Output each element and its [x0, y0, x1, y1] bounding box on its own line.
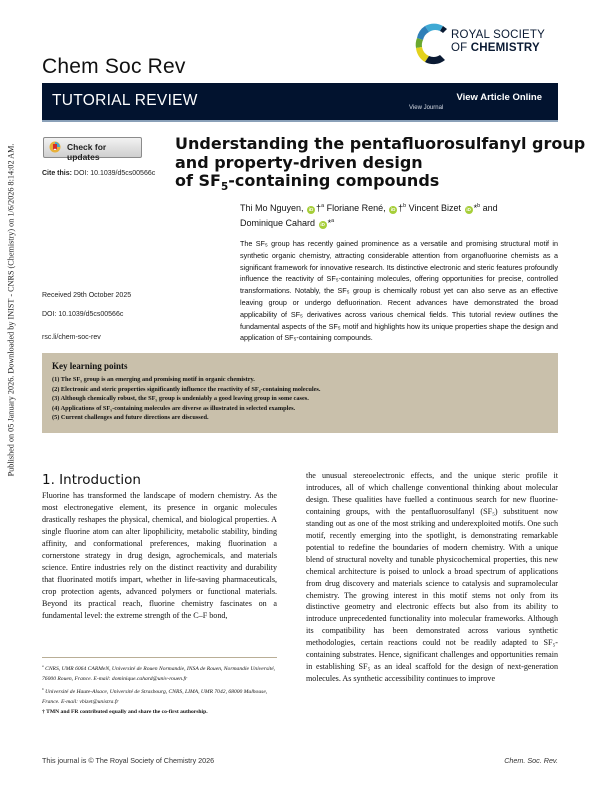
cite-label: Cite this: [42, 170, 72, 177]
check-for-updates-button[interactable] [43, 137, 142, 162]
article-type-banner [42, 83, 558, 122]
key-learning-points-box [42, 353, 558, 433]
rsc-logo[interactable] [413, 20, 563, 70]
orcid-icon[interactable]: iD [308, 207, 314, 212]
affiliation-mark: b [477, 203, 481, 209]
side-note-text: Published on 05 January 2026. Downloaded by INIST - CNRS (Chemistry) on 1/6/2026 8:14:02 AM. [6, 143, 16, 477]
received-date: Received 29th October 2025 [42, 292, 132, 299]
author[interactable]: Floriane René, [326, 203, 386, 213]
author-mark: * [327, 218, 332, 228]
title-line-3-pre: of SF [175, 171, 221, 190]
cite-this [42, 170, 155, 177]
author[interactable]: Vincent Bizet [408, 203, 462, 213]
affiliation-mark: b [403, 203, 407, 209]
check-for-updates-label: Check for updates [67, 142, 107, 162]
footnote-b-text: Université de Haute-Alsace, Université de Strasbourg, CNRS, LIMA, UMR 7042, 68000 Mulhouse, France. E-mail: vbizet@unistra.fr [42, 688, 268, 705]
article-type: TUTORIAL REVIEW [52, 92, 198, 109]
intro-left-column: Fluorine has transformed the landscape of modern chemistry. As the most electronegative element, its presence in organic molecules drastically reshapes the physical, chemical, and biological properties. A single fluorine atom can alter lipophilicity, metabolic stability, binding affinity, and conformational preferences, making fluorination a cornerstone strategy in drug design, agrochemicals, and materials science. Entire industries rely on the distinct reactivity and durability that fluorinated motifs impart, whether in life-saving pharmaceuticals, crop protection agents, advanced polymers or functional materials. Beyond its practical reach, fluorine chemistry fascinates on a fundamental level: the extreme strength of the C–F bond, [42, 491, 277, 620]
section-heading-introduction: 1. Introduction [42, 472, 141, 488]
affiliation-mark: a [331, 218, 335, 224]
orcid-icon[interactable]: iD [466, 207, 471, 212]
footnote-a [42, 661, 282, 684]
download-side-note [4, 100, 18, 520]
footnote-dagger: † TMN and FR contributed equally and share the co-first authorship. [42, 708, 208, 715]
title-line-3 [175, 172, 585, 197]
footer-journal: Chem. Soc. Rev. [504, 756, 558, 765]
article-title [175, 135, 585, 197]
intro-right-column: the unusual stereoelectronic effects, and the unique steric profile it introduces, all of which challenge conventional thinking about molecular design. These qualities have fuelled a continuous search for new fluorine-containing groups, with the pentafluorosulfanyl (SF₅) substituent now standing out as one of the most striking and underexploited motifs. One such motif, recently emerging into the spotlight, is demonstrating remarkable potential to redefine the boundaries of modern chemistry. With a unique blend of structural novelty and tunable physicochemical properties, this new chemical architecture is poised to unlock a broad spectrum of applications from drug discovery and materials science to catalysis and supramolecular chemistry. The growing interest in this motif stems not only from its distinctive geometry and electronic effects but also from its ability to introduce unprecedented functionality into molecular frameworks. Although its compatibility has been demonstrated across various synthetic methodologies, certain reactions could not be readily adapted to SF₅-containing substrates. Hence, significant challenges and opportunities remain in establishing SF₅ as an ideal scaffold for the design of next-generation molecules. As synthetic accessibility continues to improve [306, 471, 558, 684]
affiliation-mark: a [321, 203, 325, 209]
rsc-wordmark [451, 29, 545, 55]
footnote-divider [42, 657, 277, 658]
rsc-line2 [451, 42, 545, 55]
view-article-online-link[interactable]: View Article Online [456, 92, 542, 103]
footnotes [42, 661, 282, 717]
footnote-a-text: CNRS, UMR 6064 CARMeN, Université de Rouen Normandie, INSA de Rouen, Normandie Université, 76000 Rouen, France. E-mail: dominique.cahard@univ-rouen.fr [42, 665, 276, 682]
abstract: The SF₅ group has recently gained prominence as a versatile and promising structural motif in synthetic organic chemistry, attracting considerable attention from organofluorine chemists as a significant framework for innovative research. Its distinctive electronic and steric features profoundly influence the reactivity of SF₅-containing molecules, offering opportunities for precise, controlled transformations. Notably, the SF₅ group is chemically robust yet can also serve as an effective leaving group or undergo defluorination. Recent advances have demonstrated the broad applicability of SF₅ derivatives across various chemical fields. This tutorial review outlines the fundamental aspects of the SF₅ motif and highlights how its unique properties shape the design and application of SF₅-containing compounds. [240, 239, 558, 343]
key-learning-points-list [52, 375, 320, 423]
author[interactable]: Dominique Cahard [240, 218, 316, 228]
journal-title: Chem Soc Rev [42, 55, 186, 78]
key-learning-points-title: Key learning points [52, 361, 128, 371]
author-mark: * [473, 203, 478, 213]
rsc-line2-prefix: OF [451, 42, 471, 54]
orcid-icon[interactable]: iD [320, 222, 325, 227]
title-line-1: Understanding the pentafluorosulfanyl group [175, 134, 586, 153]
learning-point: (4) Applications of SF₅-containing molecules are diverse as illustrated in selected examples. [52, 404, 296, 412]
learning-point: (3) Although chemically robust, the SF₅ group is undeniably a good leaving group in some cases. [52, 395, 309, 403]
learning-point: (2) Electronic and steric properties significantly influence the reactivity of SF₅-containing molecules. [52, 385, 321, 393]
rsc-c-logo-icon [413, 20, 449, 68]
footnote-a-mark: a [42, 664, 44, 668]
learning-point: (1) The SF₅ group is an emerging and promising motif in organic chemistry. [52, 376, 255, 383]
crossmark-icon [49, 141, 61, 153]
journal-url[interactable]: rsc.li/chem-soc-rev [42, 334, 101, 341]
author-mark: † [316, 203, 322, 213]
authors-and: and [482, 203, 498, 213]
rsc-line1: ROYAL SOCIETY [451, 29, 545, 41]
footer-copyright: This journal is © The Royal Society of Chemistry 2026 [42, 756, 215, 765]
learning-point: (5) Current challenges and future directions are discussed. [52, 414, 209, 422]
footnote-b-mark: b [42, 686, 44, 691]
title-line-2: and property-driven design [175, 152, 423, 172]
author-list [240, 200, 498, 230]
article-meta [42, 286, 131, 347]
meta-doi[interactable]: DOI: 10.1039/d5cs00566c [42, 311, 124, 318]
orcid-icon[interactable]: iD [390, 207, 396, 212]
view-journal-link[interactable]: View Journal [409, 105, 444, 111]
title-line-3-post: -containing compounds [228, 171, 440, 190]
author[interactable]: Thi Mo Nguyen, [240, 203, 304, 213]
rsc-line2-bold: CHEMISTRY [470, 42, 540, 54]
author-mark: † [398, 203, 404, 213]
footnote-b [42, 684, 282, 707]
title-line-3-sub: 5 [220, 181, 229, 194]
cite-doi[interactable]: DOI: 10.1039/d5cs00566c [73, 170, 156, 177]
